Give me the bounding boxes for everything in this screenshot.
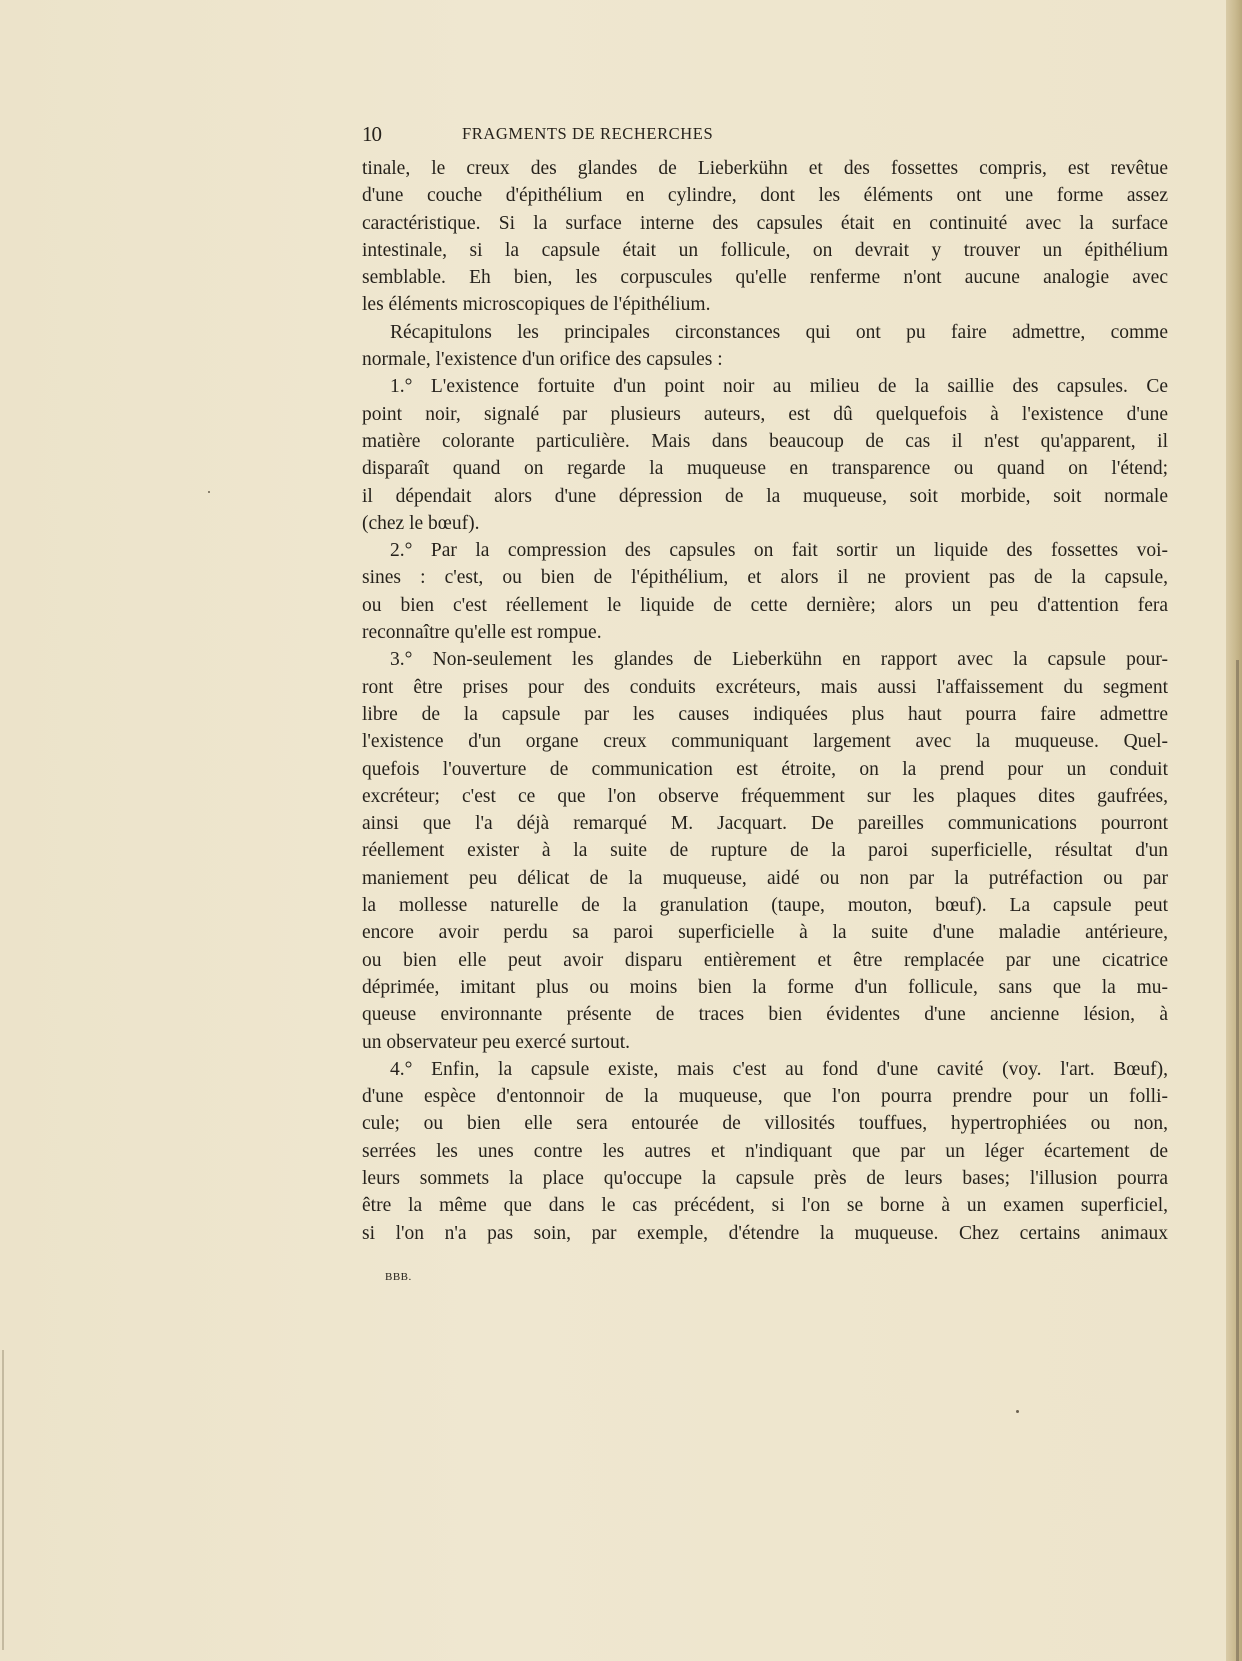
page-edge bbox=[1226, 0, 1242, 1661]
text-line: réellement exister à la suite de rupture de la paroi superficielle, résultat d'un bbox=[362, 840, 1168, 862]
text-line: ront être prises pour des conduits excréteurs, mais aussi l'affaissement du segment bbox=[362, 676, 1168, 698]
page-header bbox=[362, 122, 902, 146]
paper-speck bbox=[208, 491, 210, 493]
text-line: d'une couche d'épithélium en cylindre, dont les éléments ont une forme assez bbox=[362, 185, 1168, 207]
page-number: 10 bbox=[362, 122, 381, 146]
text-line: cule; ou bien elle sera entourée de villosités touffues, hypertrophiées ou non, bbox=[362, 1113, 1168, 1135]
running-head: FRAGMENTS DE RECHERCHES bbox=[462, 124, 714, 143]
text-line: la mollesse naturelle de la granulation (taupe, mouton, bœuf). La capsule peut bbox=[362, 895, 1168, 917]
text-line: l'existence d'un organe creux communiquant largement avec la muqueuse. Quel- bbox=[362, 731, 1168, 753]
text-line: ainsi que l'a déjà remarqué M. Jacquart. De pareilles communications pourront bbox=[362, 813, 1168, 835]
text-line: être la même que dans le cas précédent, si l'on se borne à un examen superficiel, bbox=[362, 1195, 1168, 1217]
text-line: maniement peu délicat de la muqueuse, aidé ou non par la putréfaction ou par bbox=[362, 867, 1168, 889]
text-line: normale, l'existence d'un orifice des capsules : bbox=[362, 349, 723, 371]
text-line: ou bien c'est réellement le liquide de cette dernière; alors un peu d'attention fera bbox=[362, 594, 1168, 616]
text-line: serrées les unes contre les autres et n'indiquant que par un léger écartement de bbox=[362, 1140, 1168, 1162]
text-line: 1.° L'existence fortuite d'un point noir au milieu de la saillie des capsules. Ce bbox=[390, 376, 1168, 398]
text-line: quefois l'ouverture de communication est étroite, on la prend pour un conduit bbox=[362, 758, 1168, 780]
text-line: si l'on n'a pas soin, par exemple, d'étendre la muqueuse. Chez certains animaux bbox=[362, 1222, 1168, 1244]
text-line: encore avoir perdu sa paroi superficielle à la suite d'une maladie antérieure, bbox=[362, 922, 1168, 944]
paper-speck bbox=[1016, 1410, 1019, 1413]
text-line: caractéristique. Si la surface interne des capsules était en continuité avec la surface bbox=[362, 212, 1168, 234]
signature-mark: BBB. bbox=[385, 1271, 412, 1283]
scan-mark bbox=[2, 1350, 4, 1650]
binding-shadow bbox=[1236, 660, 1239, 1661]
text-line: un observateur peu exercé surtout. bbox=[362, 1031, 631, 1053]
text-line: 3.° Non-seulement les glandes de Lieberkühn en rapport avec la capsule pour- bbox=[390, 649, 1168, 671]
text-line: matière colorante particulière. Mais dans beaucoup de cas il n'est qu'apparent, il bbox=[362, 430, 1168, 452]
text-line: point noir, signalé par plusieurs auteurs, est dû quelquefois à l'existence d'une bbox=[362, 403, 1168, 425]
text-line: excréteur; c'est ce que l'on observe fréquemment sur les plaques dites gaufrées, bbox=[362, 785, 1168, 807]
text-line: déprimée, imitant plus ou moins bien la forme d'un follicule, sans que la mu- bbox=[362, 976, 1168, 998]
text-line: disparaît quand on regarde la muqueuse en transparence ou quand on l'étend; bbox=[362, 458, 1168, 480]
text-line: libre de la capsule par les causes indiquées plus haut pourra faire admettre bbox=[362, 703, 1168, 725]
text-line: 2.° Par la compression des capsules on fait sortir un liquide des fossettes voi- bbox=[390, 540, 1168, 562]
body-text bbox=[362, 155, 1168, 1247]
text-line: queuse environnante présente de traces bien évidentes d'une ancienne lésion, à bbox=[362, 1004, 1168, 1026]
text-line: Récapitulons les principales circonstances qui ont pu faire admettre, comme bbox=[390, 321, 1168, 343]
text-line: leurs sommets la place qu'occupe la capsule près de leurs bases; l'illusion pourra bbox=[362, 1167, 1168, 1189]
text-line: intestinale, si la capsule était un follicule, on devrait y trouver un épithélium bbox=[362, 239, 1168, 261]
text-line: semblable. Eh bien, les corpuscules qu'elle renferme n'ont aucune analogie avec bbox=[362, 267, 1168, 289]
text-line: ou bien elle peut avoir disparu entièrement et être remplacée par une cicatrice bbox=[362, 949, 1168, 971]
text-line: les éléments microscopiques de l'épithélium. bbox=[362, 294, 711, 316]
text-line: il dépendait alors d'une dépression de la muqueuse, soit morbide, soit normale bbox=[362, 485, 1168, 507]
text-line: reconnaître qu'elle est rompue. bbox=[362, 622, 602, 644]
text-line: sines : c'est, ou bien de l'épithélium, et alors il ne provient pas de la capsule, bbox=[362, 567, 1168, 589]
text-line: 4.° Enfin, la capsule existe, mais c'est au fond d'une cavité (voy. l'art. Bœuf), bbox=[390, 1058, 1168, 1080]
text-line: (chez le bœuf). bbox=[362, 512, 480, 534]
text-line: tinale, le creux des glandes de Lieberkühn et des fossettes compris, est revêtue bbox=[362, 158, 1168, 179]
text-line: d'une espèce d'entonnoir de la muqueuse, que l'on pourra prendre pour un folli- bbox=[362, 1086, 1168, 1108]
